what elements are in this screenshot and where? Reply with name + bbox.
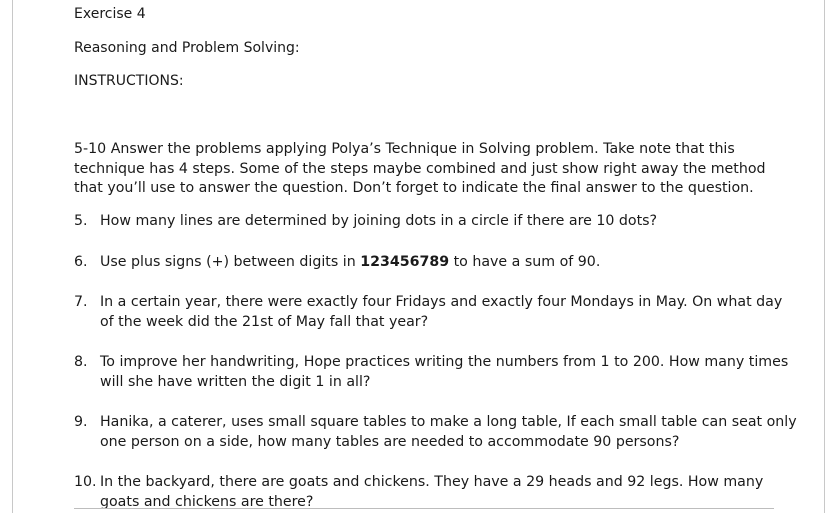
exercise-title: Exercise 4 [74, 6, 146, 22]
problem-number: 7. [74, 294, 88, 310]
problem-text: In a certain year, there were exactly four Fridays and exactly four Mondays in May. On what day of the week did the 21st of May fall that year? [100, 294, 783, 330]
problem-text-after: to have a sum of 90. [449, 254, 601, 270]
problem-text: Hanika, a caterer, uses small square tables to make a long table, If each small table can seat only one person on a side, how many tables are needed to accommodate 90 persons? [100, 414, 797, 450]
instructions-text: Answer the problems applying Polya’s Technique in Solving problem. Take note that this technique has 4 steps. Some of the steps maybe combined and just show right away the method that you’ll use to answer the question. Don’t forget to indicate the final answer to the question. [74, 141, 766, 196]
problem-text: To improve her handwriting, Hope practices writing the numbers from 1 to 200. How many times will she have written the digit 1 in all? [100, 354, 789, 390]
problem-range: 5-10 [74, 141, 107, 157]
problem-text: How many lines are determined by joining dots in a circle if there are 10 dots? [100, 213, 658, 229]
problem-text [100, 252, 800, 272]
problem-number: 9. [74, 414, 88, 430]
digits-bold: 123456789 [360, 254, 450, 270]
problem-text-before: Use plus signs (+) between digits in [100, 254, 361, 270]
section-heading: Reasoning and Problem Solving: [74, 40, 300, 56]
problem-number: 10. [74, 474, 97, 490]
problem-number: 5. [74, 213, 88, 229]
problem-text: In the backyard, there are goats and chickens. They have a 29 heads and 92 legs. How many goats and chickens are there? [100, 474, 764, 510]
instructions-paragraph [74, 140, 794, 199]
problem-number: 6. [74, 254, 88, 270]
problem-number: 8. [74, 354, 88, 370]
page-divider [74, 508, 774, 509]
instructions-label: INSTRUCTIONS: [74, 73, 184, 89]
